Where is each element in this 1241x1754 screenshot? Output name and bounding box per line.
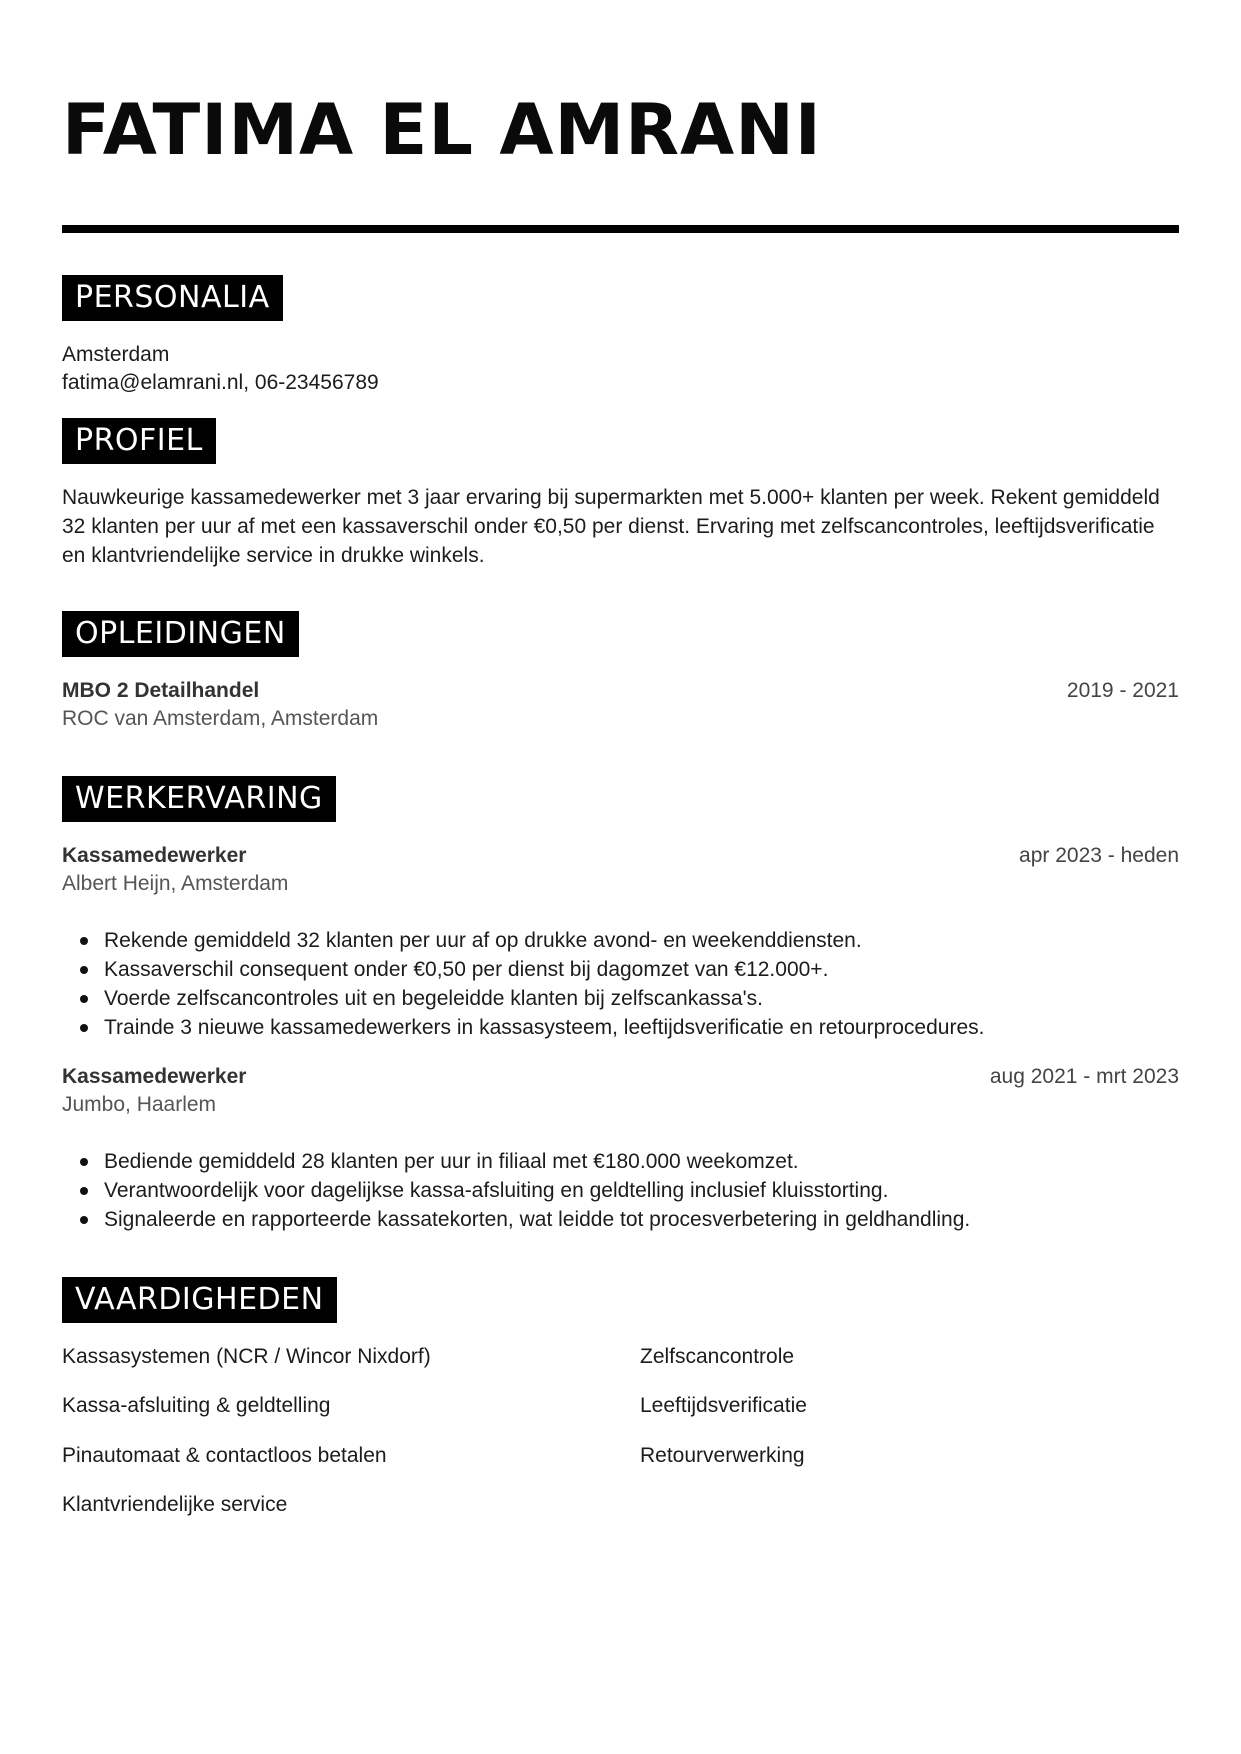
- job-bullet-list: [62, 926, 1179, 1042]
- job-bullet: Rekende gemiddeld 32 klanten per uur af op drukke avond- en weekenddiensten.: [62, 926, 1179, 955]
- profile-text: Nauwkeurige kassamedewerker met 3 jaar ervaring bij supermarkten met 5.000+ klanten per week. Rekent gemiddeld 32 klanten per uur af met een kassaverschil onder €0,50 per dienst. Ervaring met zelfscancontroles, leeftijdsverificatie en klantvriendelijke service in drukke winkels.: [62, 486, 1160, 567]
- skill-item: Klantvriendelijke service: [62, 1493, 288, 1516]
- job-employer: Jumbo, Haarlem: [62, 1093, 217, 1116]
- job-bullet: Voerde zelfscancontroles uit en begeleidde klanten bij zelfscankassa's.: [62, 984, 1179, 1013]
- job-period: apr 2023 - heden: [1019, 844, 1179, 867]
- section-title-vaardigheden: VAARDIGHEDEN: [62, 1277, 337, 1323]
- job-bullet: Trainde 3 nieuwe kassamedewerkers in kassasysteem, leeftijdsverificatie en retourprocedures.: [62, 1013, 1179, 1042]
- skill-item: Zelfscancontrole: [640, 1345, 795, 1368]
- job-bullet: Verantwoordelijk voor dagelijkse kassa-afsluiting en geldtelling inclusief kluisstorting.: [62, 1176, 1179, 1205]
- education-title: MBO 2 Detailhandel: [62, 679, 260, 702]
- education-period: 2019 - 2021: [1066, 679, 1179, 702]
- section-title-opleidingen: OPLEIDINGEN: [62, 611, 299, 657]
- skill-item: Kassa-afsluiting & geldtelling: [62, 1394, 331, 1417]
- skill-item: Pinautomaat & contactloos betalen: [62, 1444, 387, 1467]
- candidate-name: FATIMA EL AMRANI: [62, 89, 822, 171]
- job-title: Kassamedewerker: [62, 1065, 247, 1088]
- education-institution: ROC van Amsterdam, Amsterdam: [62, 707, 379, 730]
- job-employer: Albert Heijn, Amsterdam: [62, 872, 289, 895]
- skill-item: Kassasystemen (NCR / Wincor Nixdorf): [62, 1345, 431, 1368]
- job-bullet: Bediende gemiddeld 28 klanten per uur in filiaal met €180.000 weekomzet.: [62, 1147, 1179, 1176]
- section-title-personalia: PERSONALIA: [62, 275, 283, 321]
- section-title-profiel: PROFIEL: [62, 418, 216, 464]
- job-bullet: Signaleerde en rapporteerde kassatekorten, wat leidde tot procesverbetering in geldhandling.: [62, 1205, 1179, 1234]
- personalia-city: Amsterdam: [62, 343, 170, 366]
- skill-item: Leeftijdsverificatie: [640, 1394, 807, 1417]
- skill-item: Retourverwerking: [640, 1444, 805, 1467]
- header-divider: [62, 225, 1179, 233]
- job-bullet: Kassaverschil consequent onder €0,50 per dienst bij dagomzet van €12.000+.: [62, 955, 1179, 984]
- personalia-contact: fatima@elamrani.nl, 06-23456789: [62, 371, 379, 394]
- job-title: Kassamedewerker: [62, 844, 247, 867]
- job-bullet-list: [62, 1147, 1179, 1234]
- section-title-werkervaring: WERKERVARING: [62, 776, 336, 822]
- job-period: aug 2021 - mrt 2023: [989, 1065, 1179, 1088]
